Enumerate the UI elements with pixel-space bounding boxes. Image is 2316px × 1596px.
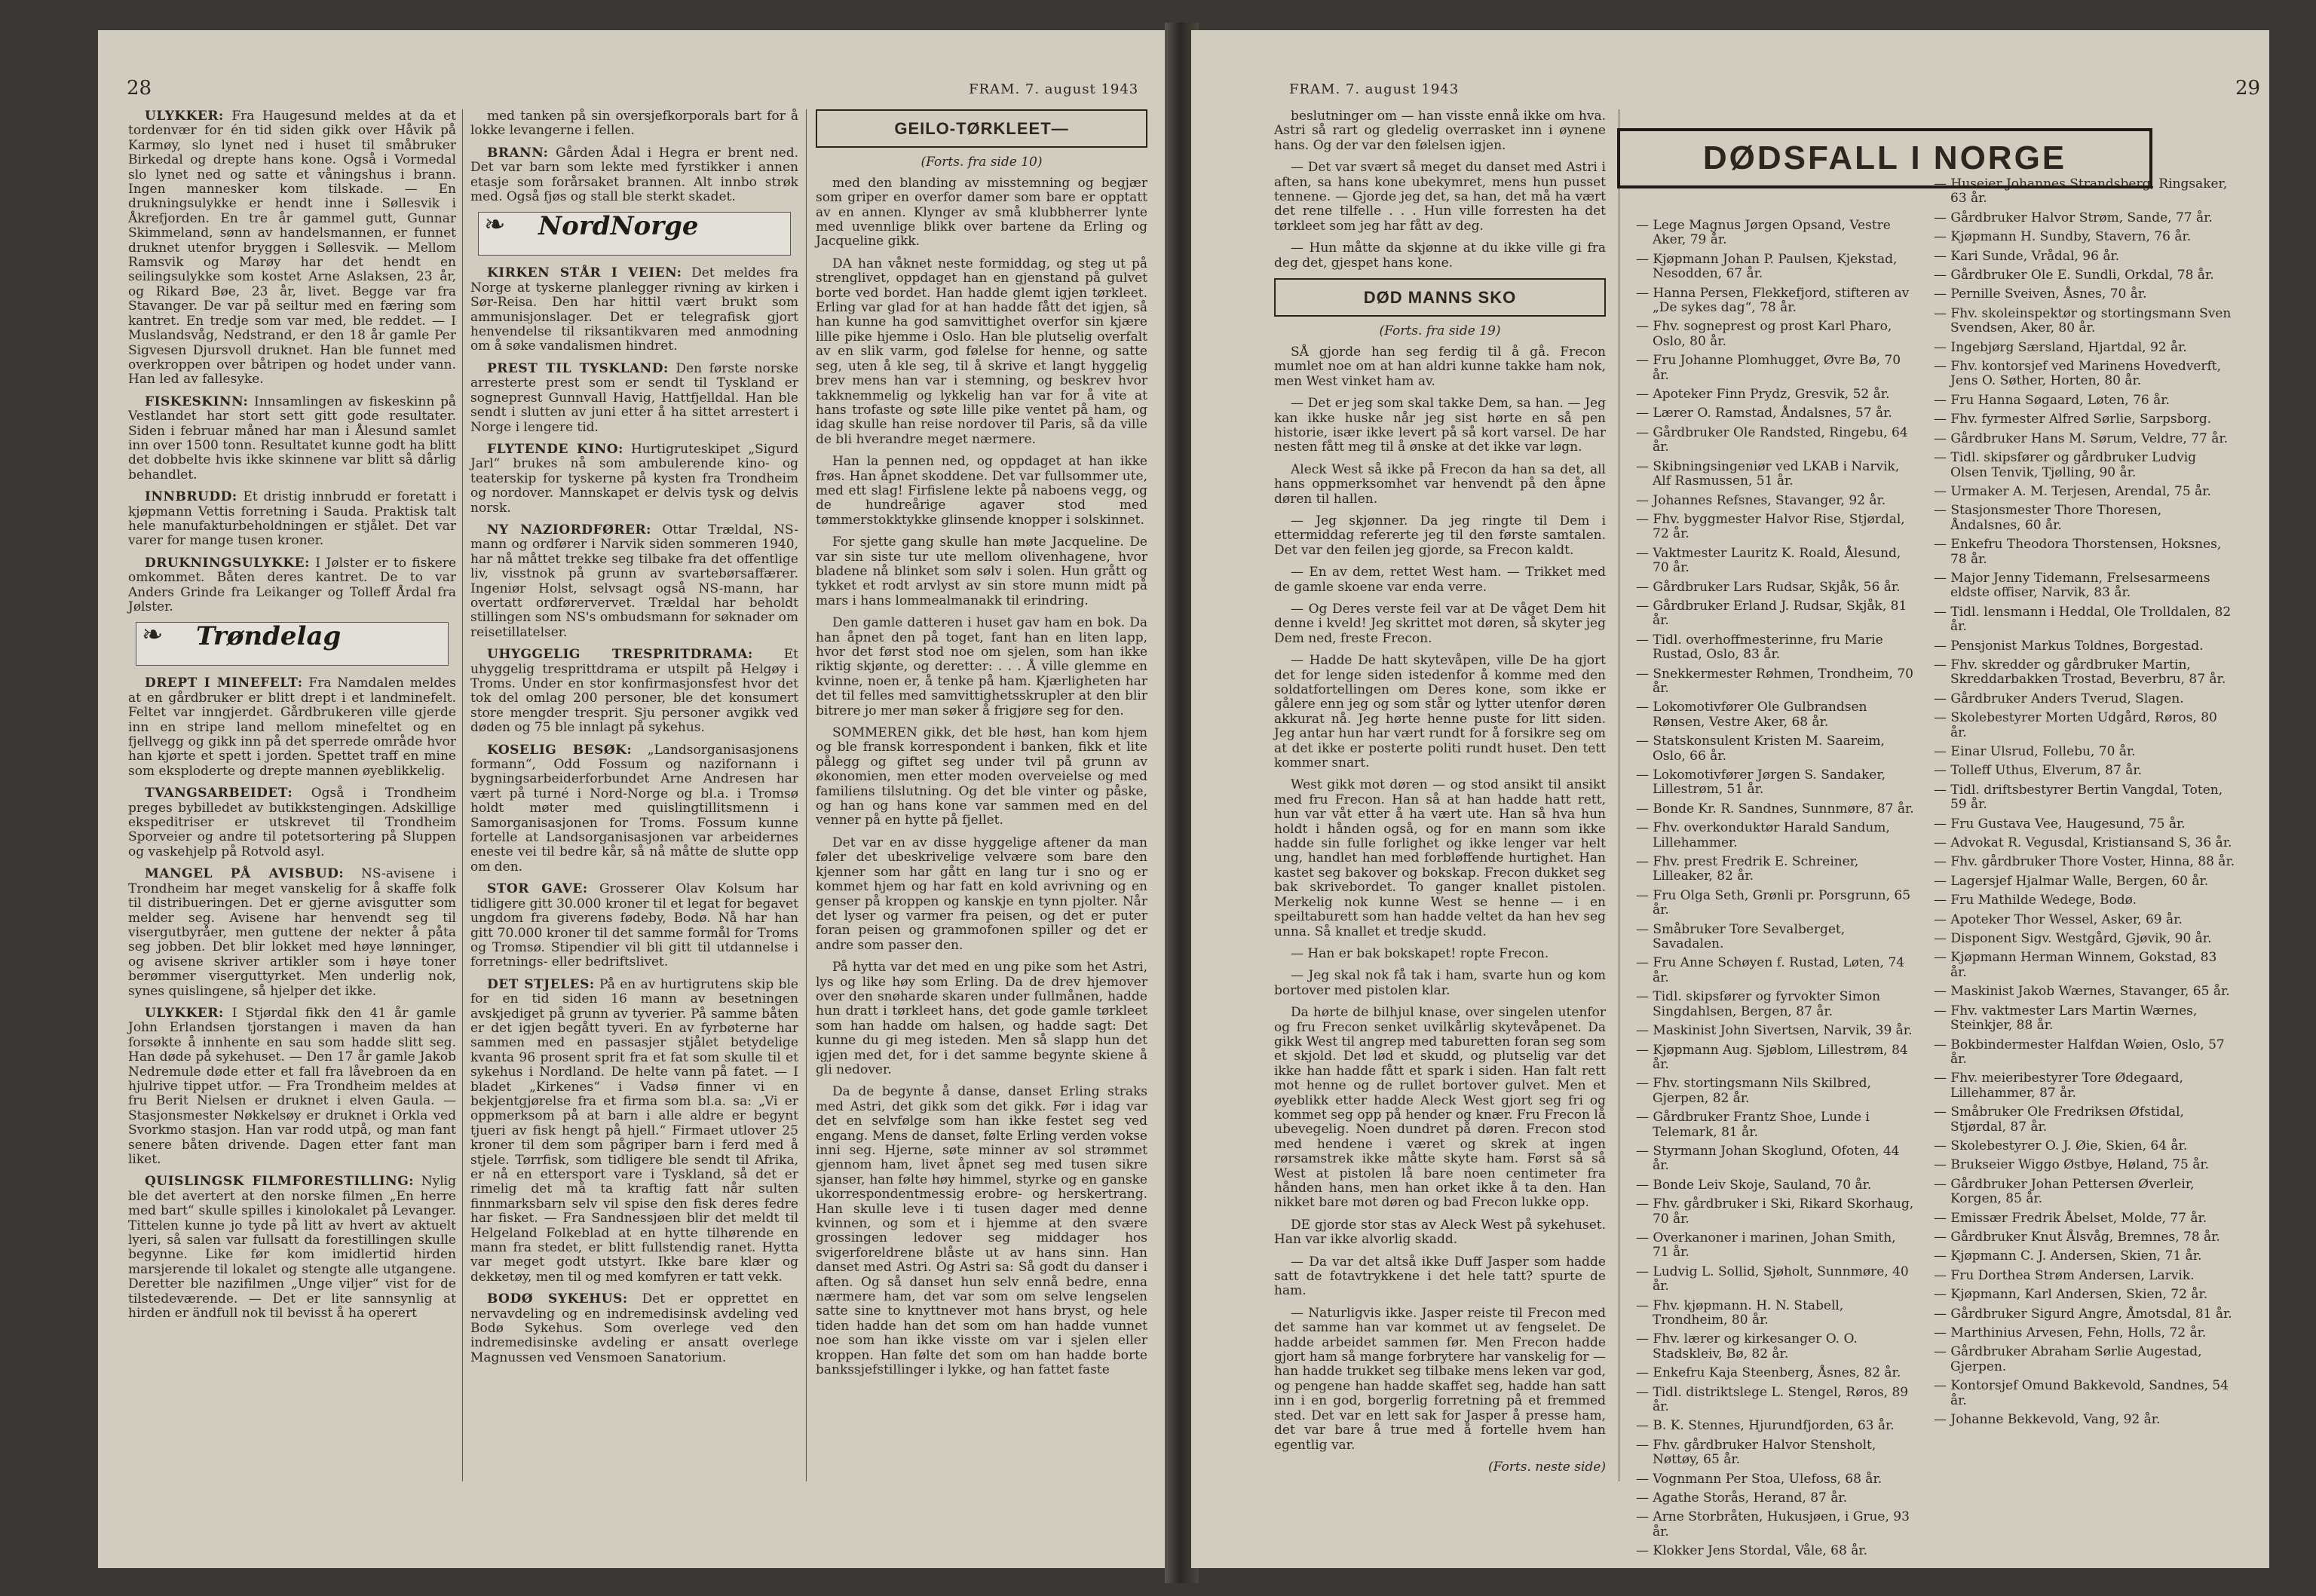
story-paragraph: — En av dem, rettet West ham. — Trikket med de gamle skoene var enda verre. (1274, 565, 1606, 595)
story-paragraph: beslutninger om — han visste ennå ikke om hva. Astri så rart og gledelig overrasket inn i øynene hans. Og der var den følelsen igjen. (1274, 109, 1606, 153)
death-notice: — Fhv. stortingsmann Nils Skilbred, Gjerpen, 82 år. (1636, 1076, 1871, 1106)
story-column (1274, 109, 1606, 1478)
death-notice: — Fru Olga Seth, Grønli pr. Porsgrunn, 65 år. (1636, 887, 1911, 918)
news-heading: DET STJELES: (487, 976, 595, 992)
story-paragraph: SÅ gjorde han seg ferdig til å gå. Frecon mumlet noe om at han aldri kunne takke ham nok, men West vinket ham av. (1274, 344, 1606, 389)
death-notice: — Einar Ulsrud, Follebu, 70 år. (1934, 744, 2136, 759)
story-paragraph: West gikk mot døren — og stod ansikt til ansikt med fru Frecon. Han så at han hadde hatt rett, hun var våt etter å ha vært ute. Han så hva hun holdt i hånden også, og for en mann som ikke hadde sin fulle forlighet og ikke lenger var helt ung, handlet han med forbløffende hurtighet. Han kastet seg bakover og bokskap. Frecon dukket seg bak skrivebordet. To ganger knallet pistolen. Merkelig nok kunne West se henne — i en speiltaburett som han hadde veltet da han hev seg unna. Så knallet et tredje skudd. (1274, 777, 1606, 939)
region-banner (136, 622, 449, 666)
death-notice: — Tidl. lensmann i Heddal, Ole Trolldalen, 82 år. (1934, 604, 2232, 635)
news-heading: STOR GAVE: (487, 881, 588, 897)
death-notice: — Skibningsingeniør ved LKAB i Narvik, Alf Rasmussen, 51 år. (1636, 458, 1900, 489)
death-notice: — Lokomotivfører Ole Gulbrandsen Rønsen, Vestre Aker, 68 år. (1636, 700, 1867, 730)
news-heading: KOSELIG BESØK: (487, 742, 633, 758)
news-text: Gården Ådal i Hegra er brent ned. Det var barn som lekte med fyrstikker i annen etasje som forårsaket brannen. Alt innbo strøk med. Også fjøs og stall ble sterkt skadet. (470, 145, 799, 205)
death-notice: — Gårdbruker Anders Tverud, Slagen. (1934, 691, 2184, 706)
news-heading: KIRKEN STÅR I VEIEN: (487, 265, 682, 281)
death-notice: — Disponent Sigv. Westgård, Gjøvik, 90 år. (1934, 931, 2212, 947)
death-notice: — Tolleff Uthus, Elverum, 87 år. (1934, 763, 2143, 779)
death-notice: — Enkefru Theodora Thorstensen, Hoksnes, 78 år. (1934, 537, 2222, 567)
death-notice: — Tidl. skipsfører og fyrvokter Simon Singdahlsen, Bergen, 87 år. (1636, 989, 1881, 1019)
death-notice: — Fru Hanna Søgaard, Løten, 76 år. (1934, 392, 2170, 408)
news-item (128, 1006, 456, 1167)
death-notice: — Fhv. fyrmester Alfred Sørlie, Sarpsborg. (1934, 412, 2212, 427)
death-notice: — Fhv. byggmester Halvor Rise, Stjørdal, 72 år. (1636, 511, 1905, 542)
death-notice: — Fhv. meieribestyrer Tore Ødegaard, Lillehammer, 87 år. (1934, 1071, 2183, 1101)
story-paragraph: — Da var det altså ikke Duff Jasper som hadde satt de fotavtrykkene i det hele tatt? spurte de ham. (1274, 1254, 1606, 1299)
story-paragraph: — Det var svært så meget du danset med Astri i aften, sa hans kone ubekymret, mens hun pusset tennene. — Gjorde jeg det, sa han, det må ha vært det rene tilfelle . . . Hun ville forresten ha det tørkleet som jeg har fått av deg. (1274, 160, 1606, 234)
death-notice: — Maskinist Jakob Wærnes, Stavanger, 65 år. (1934, 984, 2230, 1000)
death-notice: — Fhv. skredder og gårdbruker Martin, Skreddarbakken Trostad, Beverbru, 87 år. (1934, 657, 2226, 688)
death-notice: — Johanne Bekkevold, Vang, 92 år. (1934, 1412, 2161, 1428)
news-item (128, 786, 456, 859)
death-notice: — Fhv. overkonduktør Harald Sandum, Lillehammer. (1636, 820, 1890, 850)
death-notice: — Gårdbruker Abraham Sørlie Augestad, Gjerpen. (1934, 1344, 2202, 1374)
story-paragraph: — Og Deres verste feil var at De våget Dem hit denne i kveld! Jeg skrittet mot døren, så skyter jeg Dem ned, freste Frecon. (1274, 601, 1606, 646)
column-rule (806, 109, 807, 1481)
death-notice: — Gårdbruker Ole E. Sundli, Orkdal, 78 år. (1934, 268, 2214, 283)
deaths-column-2 (1934, 177, 2235, 1478)
death-notice: — Småbruker Ole Fredriksen Øfstidal, Stjørdal, 87 år. (1934, 1104, 2184, 1135)
death-notice: — Lagersjef Hjalmar Walle, Bergen, 60 år. (1934, 873, 2209, 889)
death-notice: — Johannes Refsnes, Stavanger, 92 år. (1636, 492, 1886, 508)
news-heading: FISKESKINN: (145, 394, 249, 409)
column-rule (462, 109, 463, 1481)
death-notice: — Klokker Jens Stordal, Våle, 68 år. (1636, 1543, 1868, 1559)
death-notice: — Agathe Storås, Herand, 87 år. (1636, 1490, 1848, 1506)
death-notice: — Fru Johanne Plomhugget, Øvre Bø, 70 år. (1636, 353, 1901, 383)
news-item (470, 443, 798, 516)
news-item (470, 146, 798, 205)
story-paragraph: med den blanding av misstemning og begjær som griper en overfor damer som bare er opptatt av en annen. Klynger av små klubbherrer lynte med uvennlige blikk over bartene da Erling og Jacqueline gikk. (816, 175, 1147, 250)
death-notice: — Småbruker Tore Sevalberget, Savadalen. (1636, 921, 1846, 952)
news-item (470, 523, 798, 640)
news-heading: ULYKKER: (145, 1005, 224, 1021)
news-text: „Landsorganisasjonens formann“, Odd Fossum og nazifornann i bygningsarbeiderforbundet Arne Andresen har vært på turné i Nord-Norge og bl.a. i Tromsø holdt møter med quislingtillitsmenn i Samorganisasjonen for Troms. Fossum kunne fortelle at Landsorganisasjonen var arbeidernes eneste vei til bedre kår, så nå måtte de slutte opp om den. (470, 742, 798, 875)
death-notice: — Kjøpmann H. Sundby, Stavern, 76 år. (1934, 229, 2192, 245)
death-notice: — Gårdbruker Lars Rudsar, Skjåk, 56 år. (1636, 579, 1901, 595)
news-heading: ULYKKER: (145, 109, 224, 124)
news-text: Et uhyggelig tresprittdrama er utspilt på Helgøy i Troms. Under en stor konfirmasjonsfest hvor det tok del omlag 200 personer, ble det konsumert store mengder tresprit. Sju personer avgikk ved døden og 75 ble innlagt på sykehus. (470, 647, 799, 736)
region-banner (478, 212, 791, 256)
news-heading: INNBRUDD: (145, 489, 237, 505)
death-notice: — Snekkermester Røhmen, Trondheim, 70 år. (1636, 666, 1913, 696)
death-notice: — Fhv. sogneprest og prost Karl Pharo, Oslo, 80 år. (1636, 319, 1892, 349)
story-paragraph: Den gamle datteren i huset gav ham en bok. Da han åpnet den på toget, fant han en liten lapp, hvor det først stod noe om sjelen, som han ikke riktig skjønte, og deretter: . . . Å ville glemme en kvinne, noen er, å tenke på ham. Kjærligheten har det til felles med samvittighetsskrupler at den blir bitrere jo mer man søker å frigjøre seg for den. (816, 615, 1147, 718)
death-notice: — Fhv. kontorsjef ved Marinens Hovedverft, Jens O. Søther, Horten, 80 år. (1934, 359, 2222, 389)
running-head: FRAM. 7. august 1943 (969, 81, 1139, 97)
death-notice: — Gårdbruker Erland J. Rudsar, Skjåk, 81 år. (1636, 598, 1907, 629)
death-notice: — Fhv. gårdbruker i Ski, Rikard Skorhaug, 70 år. (1636, 1196, 1914, 1227)
news-item (128, 556, 456, 615)
page-number: 29 (2235, 77, 2261, 100)
news-item (128, 109, 456, 388)
death-notice: — Vaktmester Lauritz K. Roald, Ålesund, 70 år. (1636, 545, 1901, 576)
right-page (1191, 30, 2269, 1568)
news-heading: DRUKNINGSULYKKE: (145, 555, 310, 571)
news-text: Hurtigruteskipet „Sigurd Jarl“ brukes nå som ambulerende kino- og teaterskip for tyskerne på kysten fra Trondheim og nordover. Mannskapet er delvis tysk og delvis norsk. (470, 441, 798, 516)
death-notice: — Gårdbruker Hans M. Sørum, Veldre, 77 år. (1934, 430, 2229, 446)
story-paragraph: Han la pennen ned, og oppdaget at han ikke frøs. Han åpnet skoddene. Det var fullsommer ute, med ett slag! Firfislene lekte på naboens vegg, og de hundreårige agaver stod med tømmerstokktykke glinsende knopper i solskinnet. (816, 454, 1147, 528)
death-notice: — Tidl. driftsbestyrer Bertin Vangdal, Toten, 59 år. (1934, 782, 2223, 813)
death-notice: — Apoteker Finn Prydz, Gresvik, 52 år. (1636, 387, 1890, 403)
banner-text: NordNorge (538, 211, 699, 242)
news-text: Den første norske arresterte prest som er sendt til Tyskland er sogneprest Gunnvall Havig, Hattfjelldal. Han ble sendt i slutten av juni etter å ha sittet arrestert i Norge i lengere tid. (470, 360, 798, 435)
story-paragraph: — Jeg skal nok få tak i ham, svarte hun og kom bortover med pistolen klar. (1274, 968, 1606, 998)
deaths-title: DØDSFALL I NORGE (1617, 128, 2152, 188)
death-notice: — Fhv. gårdbruker Halvor Stensholt, Nøttøy, 65 år. (1636, 1437, 1876, 1468)
death-notice: — Kari Sunde, Vrådal, 96 år. (1934, 248, 2120, 264)
death-notice: — Ingebjørg Særsland, Hjartdal, 92 år. (1934, 339, 2187, 355)
death-notice: — Skolebestyrer O. J. Øie, Skien, 64 år. (1934, 1138, 2188, 1153)
news-heading: TVANGSARBEIDET: (145, 786, 293, 801)
news-item (470, 362, 798, 435)
news-heading: UHYGGELIG TRESPRITDRAMA: (487, 647, 753, 663)
death-notice: — Gårdbruker Knut Ålsvåg, Bremnes, 78 år. (1934, 1229, 2220, 1245)
death-notice: — Lokomotivfører Jørgen S. Sandaker, Lillestrøm, 51 år. (1636, 767, 1886, 798)
death-notice: — Stasjonsmester Thore Thoresen, Åndalsnes, 60 år. (1934, 503, 2162, 533)
death-notice: — Kjøpmann Johan P. Paulsen, Kjekstad, Nesodden, 67 år. (1636, 251, 1898, 282)
news-column-1 (128, 109, 456, 1478)
news-column-2 (470, 109, 798, 1478)
death-notice: — Lege Magnus Jørgen Opsand, Vestre Aker, 79 år. (1636, 218, 1891, 248)
death-notice: — Skolebestyrer Morten Udgård, Røros, 80 år. (1934, 710, 2217, 740)
story-title: GEILO-TØRKLEET— (816, 109, 1147, 148)
news-text: Innsamlingen av fiskeskinn på Vestlandet har stort sett gitt gode resultater. Siden i februar måned har man i Ålesund samlet inn over 1500 tonn. Resultatet kunne godt ha blitt det dobbelte hvis ikke skinnene var blitt så dårlig behandlet. (128, 394, 457, 482)
news-text: I Jølster er to fiskere omkommet. Båten deres kantret. De to var Anders Grinde fra Leikanger og Tolleff Årdal fra Jølster. (128, 555, 457, 614)
banner-figure-icon: ❧ (484, 210, 506, 240)
news-text: med tanken på sin oversjefkorporals bart for å lokke levangerne i fellen. (470, 109, 798, 139)
death-notice: — Kjøpmann Herman Winnem, Gokstad, 83 år. (1934, 950, 2217, 980)
story-paragraph: SOMMEREN gikk, det ble høst, han kom hjem og ble fransk korrespondent i banken, fikk et lite pålegg og giftet seg under tvil på grunn av økonomien, men etter moden overveielse og med familiens tilslutning. Og det ble vinter og påske, og han og hans kone var sammen med en del venner på en hytte på fjellet. (816, 725, 1147, 829)
story-paragraph: — Naturligvis ikke. Jasper reiste til Frecon med det samme han var kommet ut av fengselet. De hadde arbeidet sammen før. Men Frecon hadde gjort ham så mange forbrytere har vanskelig for — han hadde trukket seg tilbake mens leken var god, og pengene han hadde skaffet seg, hadde han satt inn i en god, borgerlig forretning på et fremmed sted. Det var en lett sak for Jasper å presse ham, det var bare å true med å fortelle hvem han egentlig var. (1274, 1305, 1606, 1453)
death-notice: — Fhv. gårdbruker Thore Voster, Hinna, 88 år. (1934, 854, 2235, 870)
death-notice: — Lærer O. Ramstad, Åndalsnes, 57 år. (1636, 406, 1892, 421)
death-notice: — Maskinist John Sivertsen, Narvik, 39 år. (1636, 1023, 1913, 1039)
news-text: Det meldes fra Norge at tyskerne planlegger rivning av kirken i Sør-Reisa. Den har hittil vært brukt som ammunisjonslager. Det er telegrafisk gjort henvendelse til riksantikvaren med anmodning om å søke vandalismen hindret. (470, 265, 798, 354)
story-paragraph: — Han er bak bokskapet! ropte Frecon. (1291, 945, 1549, 961)
death-notice: — Fhv. vaktmester Lars Martin Wærnes, Steinkjer, 88 år. (1934, 1003, 2198, 1034)
death-notice: — Bokbindermester Halfdan Wøien, Oslo, 57 år. (1934, 1037, 2225, 1067)
story-paragraph: — Det er jeg som skal takke Dem, sa han. — Jeg kan ikke huske når jeg sist hørte en så pen historie, især ikke levert på så kort varsel. De har nesten fått meg til å ønske at det ikke var løgn. (1274, 396, 1606, 455)
death-notice: — Marthinius Arvesen, Fehn, Holls, 72 år. (1934, 1325, 2207, 1340)
banner-text: Trøndelag (196, 621, 342, 652)
story-paragraph: — Hun måtte da skjønne at du ikke ville gi fra deg det, gjespet hans kone. (1274, 240, 1606, 271)
story-paragraph: Da de begynte å danse, danset Erling straks med Astri, det gikk som det gikk. Før i idag var det en selvfølge som han ikke festet seg ved engang. Mens de danset, følte Erling verden vokse inni seg. Hjerne, søte minner av sol strømmet gjennom ham, livet åpnet seg med tusen sikre sjanser, han følte høy himmel, styrke og en ganske ukorrespondentmessig erobre- og herskertrang. Han skulle leve i ti tusen dager med denne kvinnen, og som et i hjemme at den svære grossingen ledover seg middager hos svigerforeldrene blåste ut av hans sinn. Han danset med Astri. Og Astri sa: Så godt du danser i aften. Og så danset hun selv ennå bedre, enna nærmere ham, det var som om selve lengselen satte sine to knyttnever mot hans bryst, og hele tiden hadde han det som om han hadde vunnet noe som han ikke visste om var i sjelen eller kroppen. Han følte det som om han hadde borte bankssjefstillinger i lykke, og han fattet faste (816, 1084, 1147, 1378)
story-paragraph: Det var en av disse hyggelige aftener da man føler det ubeskrivelige velvære som bare den kjenner som har gått en lang tur i sno og er kommet hjem og har fatt en kold avrivning og en genser på kroppen og kanskje en tynn pjolter. Når det lyser og varmer fra peisen, og det er puter foran peisen og grammofonen spiller og det er andre som passer den. (816, 835, 1147, 953)
death-notice: — Fru Anne Schøyen f. Rustad, Løten, 74 år. (1636, 955, 1905, 985)
death-notice: — Fru Gustava Vee, Haugesund, 75 år. (1934, 816, 2186, 832)
death-notice: — Apoteker Thor Wessel, Asker, 69 år. (1934, 911, 2183, 927)
death-notice: — Fru Mathilde Wedege, Bodø. (1934, 893, 2137, 908)
news-heading: NY NAZIORDFØRER: (487, 522, 651, 538)
death-notice: — Fru Dorthea Strøm Andersen, Larvik. (1934, 1267, 2195, 1283)
news-item (470, 978, 798, 1285)
death-notice: — Styrmann Johan Skoglund, Ofoten, 44 år. (1636, 1143, 1900, 1174)
news-item (470, 743, 798, 875)
news-text: Grosserer Olav Kolsum har tidligere gitt 30.000 kroner til et legat for begavet ungdom fra giverens fødeby, Bodø. Nå har han gitt 70.000 kroner til det samme formål for Troms og Tromsø. Stipendier vil bli gitt til utdannelse i forretnings- eller bedriftslivet. (470, 881, 798, 970)
death-notice: — Arne Storbråten, Hukusjøen, i Grue, 93 år. (1636, 1509, 1910, 1539)
story-paragraph: Aleck West så ikke på Frecon da han sa det, all hans oppmerksomhet var henvendt på den åpne døren til hallen. (1274, 461, 1606, 507)
death-notice: — Gårdbruker Halvor Strøm, Sande, 77 år. (1934, 210, 2213, 225)
news-text: Et dristig innbrudd er foretatt i kjøpmann Vettis forretning i Sauda. Praktisk talt hele manufakturbeholdningen er stjålet. Det var varer for mange tusen kroner. (128, 489, 457, 549)
story-paragraph: For sjette gang skulle han møte Jacqueline. De var sin siste tur ute mellom olivenhagene, hvor bladene nå blinket som sølv i solen. Hun grått og tykket et rodt arvlyst av sin store munn midt på mars i hans lommealmanakk til erindring. (816, 535, 1147, 608)
death-notice: — Huseier Johannes Strandsberg, Ringsaker, 63 år. (1934, 176, 2228, 207)
death-notice: — Bonde Leiv Skoje, Sauland, 70 år. (1636, 1177, 1872, 1193)
death-notice: — Tidl. distriktslege L. Stengel, Røros, 89 år. (1636, 1384, 1909, 1415)
story-paragraph: — Jeg skjønner. Da jeg ringte til Dem i ettermiddag refererte jeg til den første samtalen. Det var den feilen jeg gjorde, sa Frecon kaldt. (1274, 513, 1606, 558)
story-title: DØD MANNS SKO (1274, 278, 1606, 317)
death-notice: — Gårdbruker Ole Randsted, Ringebu, 64 år. (1636, 424, 1908, 455)
news-text: Det er opprettet en nervavdeling og en indremedisinsk avdeling ved Bodø Sykehus. Som overlege ved den indremedisinske avdeling er ansatt overlege Magnussen ved Vensmoen Sanatorium. (470, 1291, 799, 1365)
news-item (470, 648, 798, 735)
news-heading: PREST TIL TYSKLAND: (487, 360, 669, 376)
death-notice: — Overkanoner i marinen, Johan Smith, 71 år. (1636, 1230, 1896, 1261)
death-notice: — Pernille Sveiven, Åsnes, 70 år. (1934, 286, 2147, 302)
continued-note: (Forts. fra side 10) (921, 155, 1043, 170)
news-item (470, 109, 798, 139)
death-notice: — Advokat R. Vegusdal, Kristiansand S, 36 år. (1934, 835, 2232, 851)
death-notice: — Pensjonist Markus Toldnes, Borgestad. (1934, 638, 2204, 654)
death-notice: — Kontorsjef Omund Bakkevold, Sandnes, 54 år. (1934, 1378, 2229, 1408)
death-notice: — Brukseier Wiggo Østbye, Høland, 75 år. (1934, 1157, 2210, 1173)
death-notice: — Tidl. skipsfører og gårdbruker Ludvig Olsen Tenvik, Tjølling, 90 år. (1934, 450, 2197, 480)
deaths-column-1 (1636, 218, 1915, 1559)
death-notice: — Gårdbruker Sigurd Angre, Åmotsdal, 81 år. (1934, 1306, 2232, 1322)
news-text: NS-avisene i Trondheim har meget vanskelig for å skaffe folk til distribueringen. Det er gjerne avisgutter som melder seg. Avisene har henvendt seg til visergutbyråer, men guttene der nekter å påta seg jobben. Det blir lokket med høye lønninger, og avisene skriver artikler som i høye toner berømmer viserguttyrket. Men underlig nok, synes quislingene, så hjelper det ikke. (128, 866, 457, 999)
news-text: Ottar Trældal, NS-mann og ordfører i Narvik siden sommeren 1940, har nå måttet trekke seg tilbake fra det offentlige liv, visstnok på grunn av svartebørsaffærer. Ingeniør Holst, selvsagt også NS-mann, har overtatt ordførervervet. Trældal har beholdt stillingen som NS's ombudsmann for søknader om reisetillatelser. (470, 522, 798, 640)
death-notice: — Hanna Persen, Flekkefjord, stifteren av „De sykes dag“, 78 år. (1636, 285, 1910, 316)
news-item (470, 1292, 798, 1365)
death-notice: — Ludvig L. Sollid, Sjøholt, Sunnmøre, 40 år. (1636, 1264, 1909, 1294)
news-text: På en av hurtigrutens skip ble for en tid siden 16 mann av besetningen avskjediget på grunn av tyverier. På samme båten er det igjen begått tyveri. En av fyrbøterne har sammen med en passasjer stjålet betydelige kvanta 96 prosent sprit fra et fat som skulle til et sykehus i Nordland. De helte vann på fatet. — I bladet „Kirkenes“ i Vadsø finner vi en bekjentgjørelse fra et firma som bl.a. sa: „Vi er oppmerksom på at barn i alle aldre er begynt tjueri av fisk hengt på hjell.“ Firmaet utlover 25 kroner til dem som pågriper barn i ferd med å stjele. Tørrfisk, som tidligere ble sendt til Afrika, er nå en ettersport vare i Tyskland, så det er rimelig det må ta kraftig fatt når sulten finnmarksbarn selv vil spise den fisk deres fedre har fisket. — Fra Sandnessjøen blir det meldt til Helgeland Folkeblad at en hytte tilhørende en mann fra stedet, er blitt fullstendig ranet. Hytta var meget godt utstyrt. Ikke bare klær og dekketøy, men til og med komfyren er tatt vekk. (470, 976, 798, 1285)
continued-note: (Forts. fra side 19) (1379, 323, 1501, 339)
news-item (470, 882, 798, 970)
news-text: I Stjørdal fikk den 41 år gamle John Erlandsen tjorstangen i maven da han forsøkte å innhente en sau som hadde slitt seg. Han døde på sykehuset. — Den 17 år gamle Jakob Nedremule døde etter et fall fra låvebroen da en hjulrive tippet utfor. — Fra Trondheim meldes at fru Berit Nielsen er druknet i elven Gaula. — Stasjonsmester Nøkkelsøy er druknet i Orkla ved Svorkmo stasjon. Han var rodd utpå, og man fant senere båten drivende. Dagen etter fant man liket. (128, 1005, 456, 1167)
death-notice: — Bonde Kr. R. Sandnes, Sunnmøre, 87 år. (1636, 801, 1914, 816)
death-notice: — Tidl. overhoffmesterinne, fru Marie Rustad, Oslo, 83 år. (1636, 632, 1883, 663)
death-notice: — Kjøpmann, Karl Andersen, Skien, 72 år. (1934, 1287, 2208, 1303)
news-item (128, 1175, 456, 1321)
story-paragraph: Da hørte de bilhjul knase, over singelen utenfor og fru Frecon senket uvilkårlig skytevåpenet. Da gikk West til angrep med taburetten foran seg som et skjold. Det lød et skudd, og plutselig var det ikke han hadde fått et spark i siden. Han falt rett mot henne og de rullet bortover gulvet. Men et øyeblikk etter hadde Aleck West gjort seg fri og kommet seg opp på hender og knær. Fru Frecon lå ubevegelig. Noen dundret på døren. Frecon stod med hendene i været og skrek at ingen rørsamstrek ikke måtte skyte ham. Først så så West at pistolen lå bare noen centimeter fra hånden hans, men han orket ikke å ta den. Han nikket bare mot døren og bad Frecon lukke opp. (1274, 1005, 1606, 1211)
story-paragraph: DA han våknet neste formiddag, og steg ut på strenglivet, oppdaget han en gjenstand på gulvet borte ved bordet. Han hadde glemt igjen tørkleet. Erling var glad for at han hadde fått det igjen, så han kunne ha god samvittighet overfor sin kjære lille pike hjemme i Oslo. Han ble plutselig overfalt av en slik varm, god følelse for henne, og satte seg, uten å kle seg, til å skrive et langt hyggelig brev mens han var i stemning, og beskrev hvor takknemmelig og lykkelig han var for å vite at hans trofaste og søte lille pike ventet på ham, og idag skulle han reise nordover til Paris, så da ville de bli hverandre meget nærmere. (816, 256, 1147, 447)
news-heading: DREPT I MINEFELT: (145, 675, 303, 691)
news-item (128, 490, 456, 549)
running-head: FRAM. 7. august 1943 (1289, 81, 1460, 97)
news-heading: MANGEL PÅ AVISBUD: (145, 866, 345, 882)
news-text: Fra Namdalen meldes at en gårdbruker er blitt drept i et landminefelt. Feltet var inngjerdet. Gårdbrukeren ville gjerde inn en stripe land mellom minefeltet og en fjellvegg og gikk inn på det sperrede område hvor han kjørte et spett i jorden. Spettet traff en mine som eksploderte og drepte mannen øyeblikkelig. (128, 675, 456, 779)
news-text: Nylig ble det avertert at den norske filmen „En herre med bart“ skulle spilles i kinolokalet på Levanger. Tittelen kunne jo tyde på litt av hvert av aktuelt lyeri, så salen var fullsatt da forestillingen skulle begynne. Like før kom imidlertid hirden marsjerende til lokalet og stengte alle utgangene. Deretter ble nazifilmen „Unge viljer“ vist for de tilstedeværende. — Det er lite sannsynlig at hirden er ändfull nok til bevisst å ha operert (128, 1174, 456, 1322)
death-notice: — Vognmann Per Stoa, Ulefoss, 68 år. (1636, 1471, 1883, 1487)
death-notice: — Fhv. prest Fredrik E. Schreiner, Lilleaker, 82 år. (1636, 854, 1859, 884)
left-page (98, 30, 1172, 1568)
news-text: Fra Haugesund meldes at da et tordenvær for én tid siden gikk over Håvik på Karmøy, slo lynet ned i huset til småbruker Birkedal og drepte hans kone. Også i Vormedal slo lynet ned og satte et våningshus i brann. Ingen mannesker kom tilskade. — En drukningsulykke er hendt inne i Søllesvik i Åkrefjorden. En tre år gammel gutt, Gunnar Skimmeland, sønn av handelsmannen, er funnet druknet utenfor bryggen i Søllesvik. — Mellom Ramsvik og Marøy har det hendt en seilingsulykke som kostet Arne Aslaksen, 23 år, og Rikard Bøe, 23 år, livet. Begge var fra Stavanger. De var på seiltur med en færing som kantret. En tredje som var med, ble reddet. — I Muslandsvåg, Nedstrand, er den 18 år gamle Per Sigvesen Djursvoll druknet. Han ble funnet med overkroppen over båtripen og hodet under vann. Han led av fallesyke. (128, 109, 457, 388)
page-number: 28 (127, 77, 152, 100)
death-notice: — Kjøpmann Aug. Sjøblom, Lillestrøm, 84 år. (1636, 1042, 1908, 1072)
death-notice: — Enkefru Kaja Steenberg, Åsnes, 82 år. (1636, 1365, 1901, 1381)
news-heading: BRANN: (487, 145, 549, 161)
death-notice: — Statskonsulent Kristen M. Saareim, Oslo, 66 år. (1636, 734, 1885, 764)
banner-figure-icon: ❧ (142, 620, 164, 651)
news-heading: FLYTENDE KINO: (487, 441, 623, 457)
death-notice: — Fhv. skoleinspektør og stortingsmann Sven Svendsen, Aker, 80 år. (1934, 305, 2232, 336)
news-item (128, 867, 456, 999)
story-paragraph: — Hadde De hatt skytevåpen, ville De ha gjort det for lenge siden istedenfor å komme med den soldatfortellingen om Deres kone, som ikke er gålere enn jeg og som står og lytter utenfor døren akkurat nå. Jeg hørte henne puste for litt siden. Jeg antar hun har vært rundt for å forsikre seg om at det ikke er posterte politi rundt huset. Den tett kommer snart. (1274, 653, 1606, 771)
death-notice: — B. K. Stennes, Hjurundfjorden, 63 år. (1636, 1418, 1895, 1434)
death-notice: — Urmaker A. M. Terjesen, Arendal, 75 år. (1934, 483, 2211, 499)
continued-next: (Forts. neste side) (1488, 1459, 1606, 1475)
death-notice: — Emissær Fredrik Åbelset, Molde, 77 år. (1934, 1210, 2207, 1226)
death-notice: — Gårdbruker Johan Pettersen Øverleir, Korgen, 85 år. (1934, 1176, 2195, 1207)
story-paragraph: På hytta var det med en ung pike som het Astri, lys og like høy som Erling. Da de drev hjemover over den snøharde skaren under fullmånen, hadde hun dratt i tørkleet hans, det gode gamle tørkleet som han hadde om halsen, og hadde sagt: Det kunne du gi meg isteden. Men så slapp hun det igjen med det, for i det samme begynte skiene å gli nedover. (816, 960, 1147, 1077)
story-column (816, 109, 1147, 1478)
news-item (470, 266, 798, 354)
news-text: Også i Trondheim preges bybilledet av butikkstengingen. Adskillige ekspeditriser er utskrevet til Trondheim Sporveier og andre til potetsortering på Sluppen og vaskehjelp på Rotvold asyl. (128, 786, 457, 859)
death-notice: — Gårdbruker Frantz Shoe, Lunde i Telemark, 81 år. (1636, 1110, 1870, 1140)
death-notice: — Fhv. kjøpmann. H. N. Stabell, Trondheim, 80 år. (1636, 1297, 1844, 1328)
story-paragraph: DE gjorde stor stas av Aleck West på sykehuset. Han var ikke alvorlig skadd. (1274, 1217, 1606, 1248)
death-notice: — Kjøpmann C. J. Andersen, Skien, 71 år. (1934, 1248, 2202, 1264)
news-heading: BODØ SYKEHUS: (487, 1291, 628, 1307)
news-heading: QUISLINGSK FILMFORESTILLING: (145, 1174, 414, 1190)
death-notice: — Major Jenny Tidemann, Frelsesarmeens eldste offiser, Narvik, 83 år. (1934, 570, 2210, 601)
news-item (128, 676, 456, 779)
news-item (128, 395, 456, 482)
death-notice: — Fhv. lærer og kirkesanger O. O. Stadskleiv, Bø, 82 år. (1636, 1331, 1858, 1362)
